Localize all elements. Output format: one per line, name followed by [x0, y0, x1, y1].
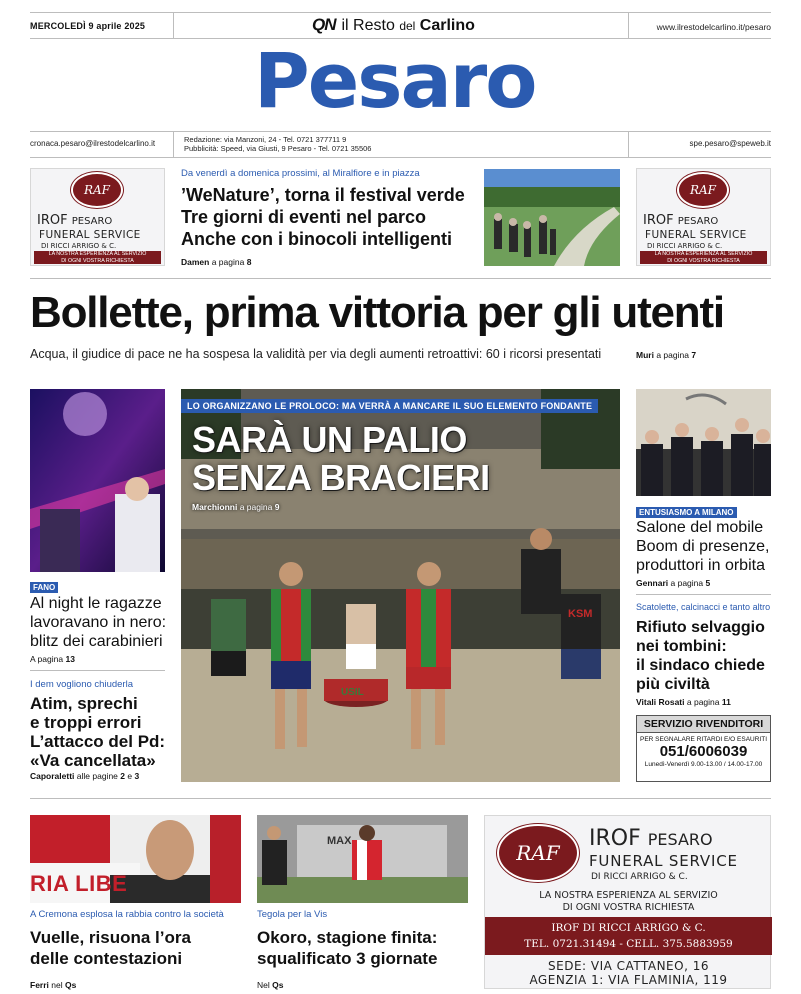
palio-shirt-text: KSM: [568, 608, 593, 620]
atim-headline[interactable]: Atim, sprechi e troppi errori L’attacco del Pd: «Va cancellata»: [30, 694, 166, 770]
okoro-photo-text: MAX: [327, 835, 352, 847]
servizio-rivenditori-box[interactable]: [636, 715, 771, 782]
qn-logo: QN: [312, 15, 336, 34]
rule: [636, 594, 771, 595]
masthead-brand[interactable]: [312, 15, 475, 35]
palio-kicker: LO ORGANIZZANO LE PROLOCO: MA VERRÀ A MANCARE IL SUO ELEMENTO FONDANTE: [181, 399, 598, 413]
milano-tag: ENTUSIASMO A MILANO: [636, 507, 737, 518]
rifiuti-headline[interactable]: Rifiuto selvaggio nei tombini: il sindaco chiede più civiltà: [636, 619, 765, 693]
contact-info: Redazione: via Manzoni, 24 - Tel. 0721 377711 9 Pubblicità: Speed, via Giusti, 9 Pesaro - Tel. 0721 35506: [184, 135, 372, 154]
rivenditori-hours: Lunedì-Venerdì 9.00-13.00 / 14.00-17.00: [644, 761, 763, 768]
divider: [628, 12, 629, 38]
rule: [30, 157, 771, 158]
park-photo[interactable]: [484, 169, 620, 266]
main-byline: Muri a pagina 7: [636, 350, 697, 360]
okoro-kicker: Tegola per la Vis: [257, 909, 328, 920]
irof-logo-icon: RAF: [71, 172, 123, 208]
salone-headline[interactable]: Salone del mobile Boom di presenze, produttori in orbita: [636, 519, 770, 574]
vuelle-photo[interactable]: [30, 815, 241, 903]
divider: [173, 131, 174, 157]
issue-date: MERCOLEDÌ 9 aprile 2025: [30, 21, 146, 31]
email-cronaca[interactable]: cronaca.pesaro@ilrestodelcarlino.it: [30, 139, 156, 148]
rivenditori-note: PER SEGNALARE RITARDI E/O ESAURITI: [639, 736, 768, 743]
city-title: Pesaro: [254, 36, 536, 125]
main-headline[interactable]: Bollette, prima vittoria per gli utenti: [30, 288, 724, 337]
funeral-ad-left[interactable]: RAF IROF PESARO FUNERAL SERVICE DI RICCI ARRIGO & C. LA NOSTRA ESPERIENZA AL SERVIZIO DI OGNI VOSTRA RICHIESTA: [30, 168, 165, 266]
night-club-byline: A pagina 13: [30, 654, 75, 664]
night-club-headline[interactable]: Al night le ragazze lavoravano in nero: blitz dei carabinieri: [30, 595, 167, 650]
vuelle-kicker: A Cremona esplosa la rabbia contro la società: [30, 909, 224, 920]
irof-logo-icon: RAF: [677, 172, 729, 208]
irof-logo-icon: RAF: [497, 824, 579, 882]
palio-headline[interactable]: SARÀ UN PALIO SENZA BRACIERI: [192, 419, 490, 498]
email-spe[interactable]: spe.pesaro@speweb.it: [689, 139, 771, 148]
salone-photo[interactable]: [636, 389, 771, 496]
funeral-ad-big[interactable]: RAF IROF PESARO FUNERAL SERVICE DI RICCI ARRIGO & C. LA NOSTRA ESPERIENZA AL SERVIZIO DI OGNI VOSTRA RICHIESTA IROF DI RICCI ARRIGO & C. TEL. 0721.31494 - CELL. 375.5883959 SEDE: VIA CATTANEO, 16 AGENZIA 1: VIA FLAMINIA, 119: [484, 815, 771, 989]
rule: [30, 278, 771, 279]
salone-byline: Gennari a pagina 5: [636, 578, 711, 588]
website-link[interactable]: www.ilrestodelcarlino.it/pesaro: [656, 22, 771, 32]
okoro-photo[interactable]: [257, 815, 468, 903]
vuelle-byline: Ferri nel Qs: [30, 980, 77, 990]
rifiuti-kicker: Scatolette, calcinacci e tanto altro: [636, 602, 771, 612]
vuelle-headline[interactable]: Vuelle, risuona l’ora delle contestazioni: [30, 928, 191, 968]
night-club-photo[interactable]: [30, 389, 165, 572]
okoro-headline[interactable]: Okoro, stagione finita: squalificato 3 giornate: [257, 928, 438, 968]
rifiuti-byline: Vitali Rosati a pagina 11: [636, 697, 731, 707]
rivenditori-title: SERVIZIO RIVENDITORI: [637, 716, 770, 733]
main-subtitle: Acqua, il giudice di pace ne ha sospesa la validità per via degli aumenti retroattivi: 60 i ricorsi presentati: [30, 347, 602, 361]
palio-drum-text: USIL: [341, 687, 364, 698]
atim-kicker: I dem vogliono chiuderla: [30, 679, 133, 690]
atim-byline: Caporaletti alle pagine 2 e 3: [30, 771, 140, 781]
okoro-byline: Nel Qs: [257, 980, 284, 990]
palio-byline: Marchionni a pagina 9: [192, 502, 280, 512]
brand-name: il Resto del Carlino: [341, 17, 475, 34]
rivenditori-phone[interactable]: 051/6006039: [659, 743, 748, 760]
rule: [30, 670, 165, 671]
funeral-ad-right[interactable]: RAF IROF PESARO FUNERAL SERVICE DI RICCI ARRIGO & C. LA NOSTRA ESPERIENZA AL SERVIZIO DI OGNI VOSTRA RICHIESTA: [636, 168, 771, 266]
divider: [628, 131, 629, 157]
rule: [30, 131, 771, 132]
divider: [173, 12, 174, 38]
vuelle-photo-text: RIA LIBE: [30, 871, 128, 896]
rule: [30, 798, 771, 799]
top-rule: [30, 12, 771, 13]
fano-tag: FANO: [30, 582, 58, 593]
top-story-kicker: Da venerdì a domenica prossimi, al Miralfiore e in piazza: [181, 168, 420, 179]
top-story-headline[interactable]: ’WeNature’, torna il festival verde Tre giorni di eventi nel parco Anche con i binocoli intelligenti: [181, 185, 465, 249]
top-story-byline: Damen a pagina 8: [181, 257, 252, 267]
